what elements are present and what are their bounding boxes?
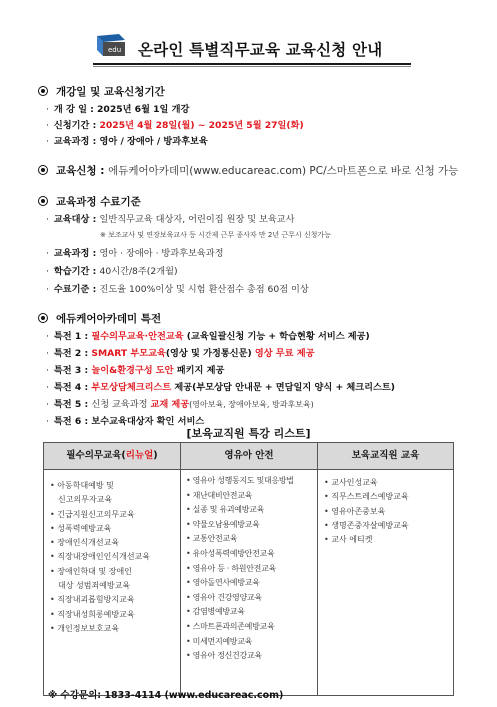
- contact-footer: ※ 수강문의: 1833-4114 (www.educareac.com): [48, 690, 284, 701]
- title-underline: [93, 63, 411, 65]
- page-header: [0, 34, 497, 64]
- list-item: • 영아돌연사예방교육: [186, 578, 260, 588]
- circle-bullet-icon: [38, 196, 48, 206]
- list-item: • 직장내괴롭힘방지교육: [50, 595, 135, 605]
- list-item: • 영유아 건강영양교육: [186, 592, 262, 602]
- list-item: • 직장내성희롱예방교육: [50, 609, 135, 619]
- edu-logo-icon: [97, 34, 125, 56]
- list-item: • 아동학대예방 및: [50, 481, 114, 490]
- list-item: • 생명존중자살예방교육: [324, 520, 409, 530]
- section-perks-heading: 에듀케어아카데미 특전: [38, 311, 161, 326]
- perk-6-line: · 특전 6 : 보수교육대상자 확인 서비스: [46, 416, 205, 427]
- perk-2-line: · 특전 2 : SMART 부모교육(영상 및 가정통신문) 영상 무료 제공: [46, 348, 315, 359]
- list-item: 대상 성범죄예방교육: [58, 581, 131, 591]
- column-divider: [317, 443, 318, 695]
- list-item: • 장애인식개선교육: [50, 538, 120, 548]
- column-divider: [180, 443, 181, 695]
- criteria-target-line: · 교육대상 : 일반직무교육 대상자, 어린이집 원장 및 보육교사: [46, 214, 295, 225]
- criteria-course-line: · 교육과정 : 영아 · 장애아 · 방과후보육과정: [46, 248, 224, 259]
- schedule-period-line: · 신청기간 : 2025년 4월 28일(월) ~ 2025년 5월 27일(화): [46, 120, 304, 131]
- lecture-table: [43, 442, 454, 696]
- list-item: • 약물오남용예방교육: [186, 519, 260, 529]
- lecture-list-title: [보육교직원 특강 리스트]: [186, 427, 311, 440]
- list-item: • 교통안전교육: [186, 534, 238, 544]
- list-item: 신고의무자교육: [58, 495, 113, 505]
- schedule-course-line: · 교육과정 : 영아 / 장애아 / 방과후보육: [46, 136, 208, 147]
- list-item: • 실종 및 유괴예방교육: [186, 505, 265, 515]
- list-item: • 스마트폰과의존예방교육: [186, 621, 275, 631]
- list-item: • 미세먼지예방교육: [186, 636, 253, 646]
- page-title: 온라인 특별직무교육 교육신청 안내: [138, 41, 383, 59]
- staff-course-list: [324, 476, 450, 547]
- circle-bullet-icon: [38, 165, 48, 175]
- list-item: • 교사인성교육: [324, 478, 378, 487]
- mandatory-course-list: [50, 479, 178, 636]
- list-item: • 영유아 정신건강교육: [186, 651, 262, 661]
- section-schedule-heading: 개강일 및 교육신청기간: [38, 84, 165, 99]
- section-application: 교육신청 : 에듀케어아카데미(www.educareac.com) PC/스마트폰으로 바로 신청 가능: [38, 163, 458, 178]
- criteria-period-line: · 학습기간 : 40시간/8주(2개월): [46, 266, 178, 277]
- header-safety: 영유아 안전: [224, 450, 274, 461]
- title-underline-thin: [93, 66, 411, 67]
- list-item: • 영유아 등 · 하원안전교육: [186, 563, 276, 573]
- criteria-note: ※ 보조교사 및 연장보육교사 등 시간제 근무 종사자 만 2년 근무시 신청가능: [100, 231, 331, 239]
- circle-bullet-icon: [38, 86, 48, 96]
- list-item: • 감염병예방교육: [186, 607, 245, 617]
- perk-5-line: · 특전 5 : 신청 교육과정 교재 제공(영아보육, 장애아보육, 방과후보육): [46, 399, 314, 410]
- header-staff: 보육교직원 교육: [351, 450, 420, 461]
- safety-course-list: [186, 474, 316, 664]
- application-url-text: 에듀케어아카데미(www.educareac.com) PC/스마트폰으로 바로 신청 가능: [108, 165, 459, 177]
- list-item: • 개인정보보호교육: [50, 623, 120, 633]
- list-item: • 유아성폭력예방안전교육: [186, 548, 275, 558]
- criteria-completion-line: · 수료기준 : 진도율 100%이상 및 시험 환산점수 총점 60점 이상: [46, 284, 309, 295]
- list-item: • 직장내장애인인식개선교육: [50, 552, 151, 562]
- list-item: • 교사 에티켓: [324, 535, 373, 545]
- perk-4-line: · 특전 4 : 부모상담체크리스트 제공(부모상담 안내문 + 면담일지 양식 + 체크리스트): [46, 382, 395, 393]
- table-header-row: [44, 443, 453, 470]
- header-mandatory: 필수의무교육(리뉴얼): [66, 450, 158, 461]
- perk-3-line: · 특전 3 : 놀이&환경구성 도안 패키지 제공: [46, 365, 225, 376]
- list-item: • 영유아존중보육: [324, 506, 386, 516]
- section-criteria-heading: 교육과정 수료기준: [38, 194, 141, 209]
- list-item: • 영유아 성행동지도 및대응방법: [186, 476, 294, 485]
- list-item: • 재난대비안전교육: [186, 490, 253, 500]
- logo-text: edu: [108, 46, 122, 54]
- list-item: • 장애인학대 및 장애인: [50, 566, 132, 576]
- perk-1-line: · 특전 1 : 필수의무교육·안전교육 (교육일괄신청 기능 + 학습현황 서비스 제공): [46, 331, 370, 342]
- circle-bullet-icon: [38, 313, 48, 323]
- list-item: • 성폭력예방교육: [50, 523, 112, 533]
- schedule-start-line: · 개 강 일 : 2025년 6월 1일 개강: [46, 104, 190, 115]
- list-item: • 긴급지원신고의무교육: [50, 509, 135, 519]
- list-item: • 직무스트레스예방교육: [324, 492, 409, 502]
